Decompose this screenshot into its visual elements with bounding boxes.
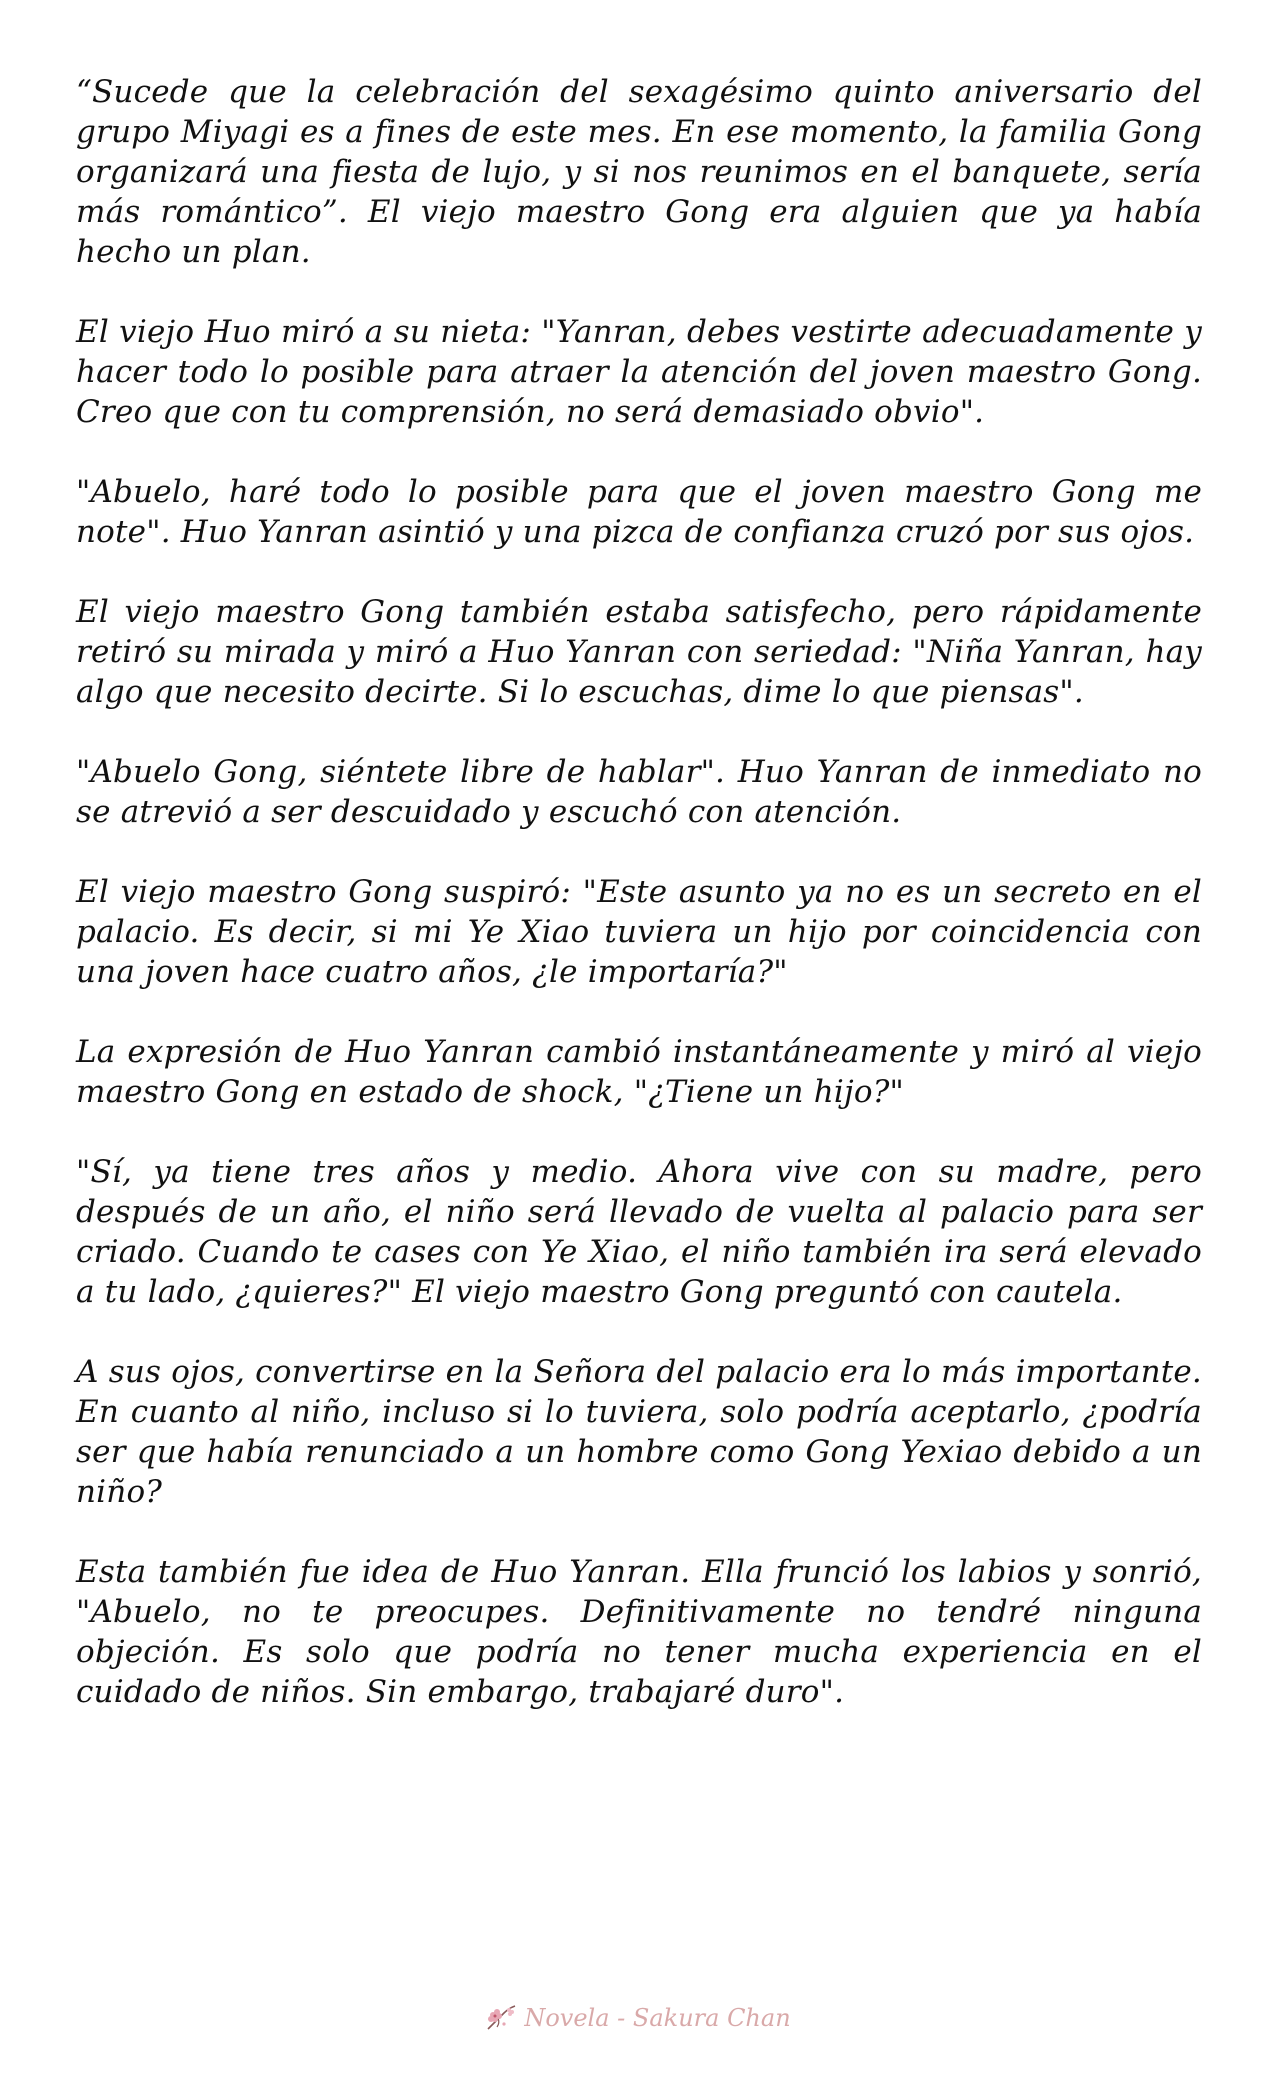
paragraph: "Abuelo Gong, siéntete libre de hablar". Huo Yanran de inmediato no se atrevió a ser descuidado y escuchó con atención. [76, 754, 1202, 830]
paragraph: "Sí, ya tiene tres años y medio. Ahora vive con su madre, pero después de un año, el niño será llevado de vuelta al palacio para ser criado. Cuando te cases con Ye Xiao, el niño también ira será elevado a tu lado, ¿quieres?" El viejo maestro Gong preguntó con cautela. [76, 1154, 1202, 1310]
watermark-text: Novela - Sakura Chan [524, 2004, 791, 2032]
paragraph: "Abuelo, haré todo lo posible para que el joven maestro Gong me note". Huo Yanran asintió y una pizca de confianza cruzó por sus ojos. [76, 474, 1202, 550]
paragraph: La expresión de Huo Yanran cambió instantáneamente y miró al viejo maestro Gong en estado de shock, "¿Tiene un hijo?" [76, 1034, 1202, 1110]
paragraph: “Sucede que la celebración del sexagésimo quinto aniversario del grupo Miyagi es a fines de este mes. En ese momento, la familia Gong organizará una fiesta de lujo, y si nos reunimos en el banquete, sería más romántico”. El viejo maestro Gong era alguien que ya había hecho un plan. [76, 74, 1202, 270]
paragraph: A sus ojos, convertirse en la Señora del palacio era lo más importante. En cuanto al niño, incluso si lo tuviera, solo podría aceptarlo, ¿podría ser que había renunciado a un hombre como Gong Yexiao debido a un niño? [76, 1354, 1202, 1510]
paragraph: El viejo maestro Gong también estaba satisfecho, pero rápidamente retiró su mirada y miró a Huo Yanran con seriedad: "Niña Yanran, hay algo que necesito decirte. Si lo escuchas, dime lo que piensas". [76, 594, 1202, 710]
watermark [484, 2003, 790, 2033]
paragraph: Esta también fue idea de Huo Yanran. Ella frunció los labios y sonrió, "Abuelo, no te preocupes. Definitivamente no tendré ninguna objeción. Es solo que podría no tener mucha experiencia en el cuidado de niños. Sin embargo, trabajaré duro". [76, 1554, 1202, 1710]
cherry-blossom-icon [484, 2003, 518, 2033]
footer [0, 2003, 1275, 2033]
paragraph: El viejo Huo miró a su nieta: "Yanran, debes vestirte adecuadamente y hacer todo lo posible para atraer la atención del joven maestro Gong. Creo que con tu comprensión, no será demasiado obvio". [76, 314, 1202, 430]
paragraph: El viejo maestro Gong suspiró: "Este asunto ya no es un secreto en el palacio. Es decir, si mi Ye Xiao tuviera un hijo por coincidencia con una joven hace cuatro años, ¿le importaría?" [76, 874, 1202, 990]
chapter-text [76, 72, 1202, 1752]
